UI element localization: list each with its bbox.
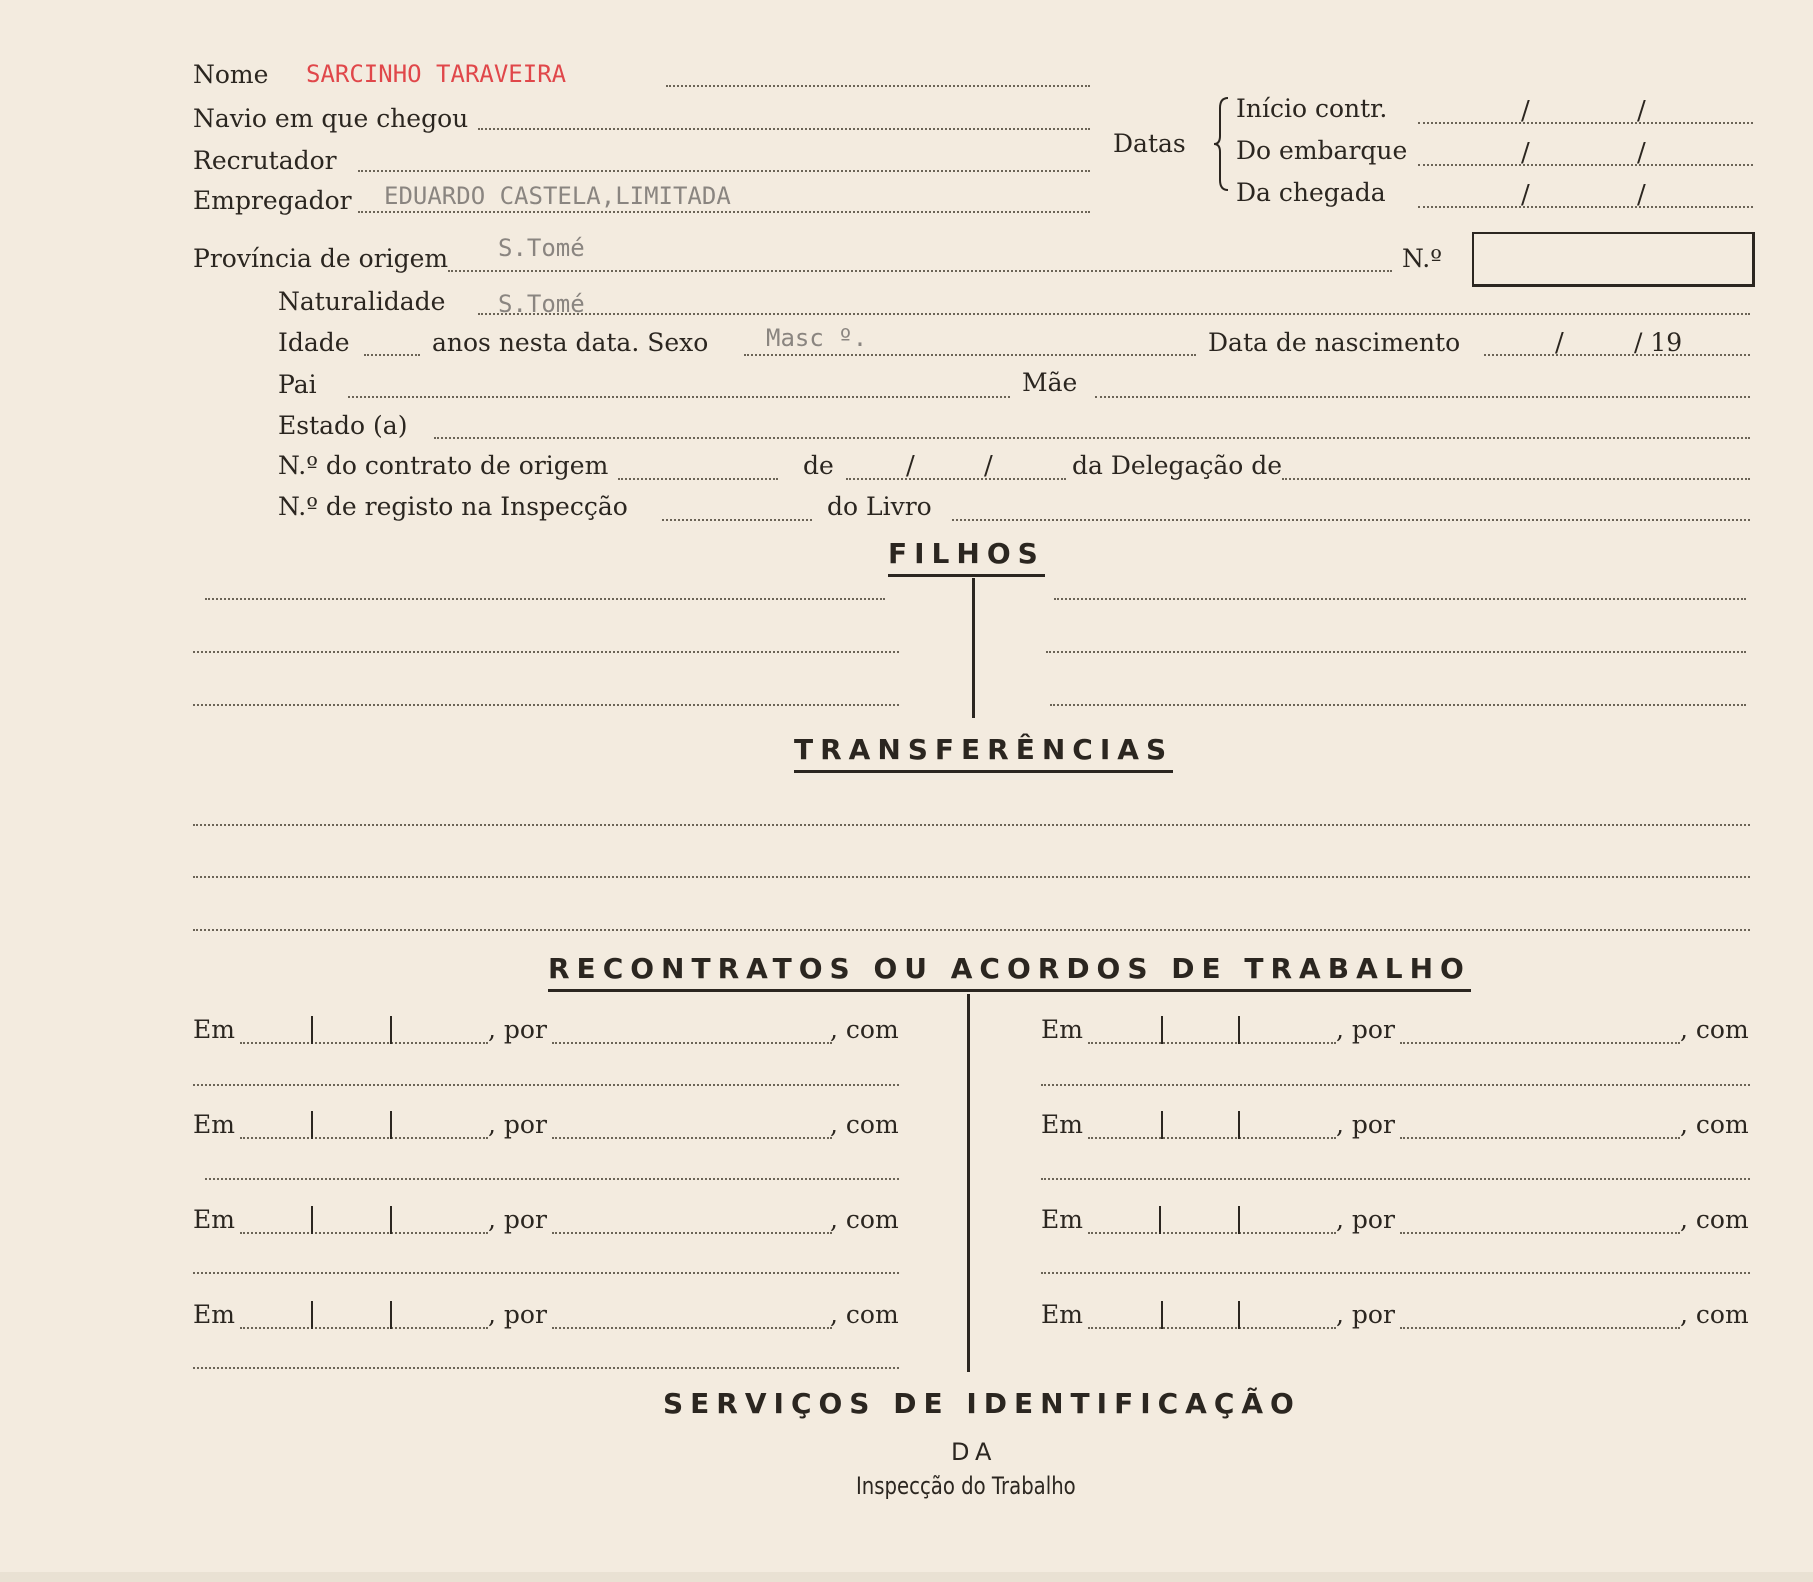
filhos-line-left-1 bbox=[205, 598, 885, 600]
recontrato-line-right-2 bbox=[1041, 1178, 1750, 1180]
empregador-line bbox=[358, 211, 1090, 213]
recontrato-line-right-3 bbox=[1041, 1272, 1750, 1274]
anos-sexo-label: anos nesta data. Sexo bbox=[432, 328, 709, 357]
inicio-label: Início contr. bbox=[1236, 94, 1388, 123]
nome-value: SARCINHO TARAVEIRA bbox=[306, 60, 567, 88]
contrato-line bbox=[618, 478, 778, 480]
por-label: , por bbox=[488, 1205, 547, 1234]
contrato-sep-1: / bbox=[906, 451, 915, 481]
por-label: , por bbox=[488, 1110, 547, 1139]
transferencias-heading: TRANSFERÊNCIAS bbox=[794, 736, 1173, 773]
estado-line bbox=[434, 437, 1750, 439]
registo-line bbox=[662, 519, 812, 521]
registo-label: N.º de registo na Inspecção bbox=[278, 492, 628, 521]
em-label: Em bbox=[1041, 1015, 1083, 1044]
embarque-sep-1: / bbox=[1521, 138, 1530, 168]
filhos-line-left-2 bbox=[193, 651, 899, 653]
de-label: de bbox=[803, 451, 834, 480]
date-separator bbox=[311, 1016, 313, 1044]
em-label: Em bbox=[193, 1300, 235, 1329]
date-separator bbox=[1161, 1301, 1163, 1329]
date-separator bbox=[390, 1111, 392, 1139]
date-separator bbox=[1238, 1301, 1240, 1329]
navio-line bbox=[478, 128, 1090, 130]
recontrato-line-left-2 bbox=[205, 1178, 899, 1180]
delegacao-line bbox=[1282, 478, 1750, 480]
numero-label: N.º bbox=[1402, 244, 1442, 273]
recontrato-line-left-3 bbox=[193, 1272, 899, 1274]
recrutador-label: Recrutador bbox=[193, 146, 337, 175]
transf-line-2 bbox=[193, 876, 1750, 878]
com-label: , com bbox=[830, 1015, 899, 1044]
transf-line-3 bbox=[193, 929, 1750, 931]
filhos-heading: FILHOS bbox=[888, 540, 1045, 577]
embarque-label: Do embarque bbox=[1236, 136, 1408, 165]
chegada-sep-2: / bbox=[1637, 180, 1646, 210]
nome-label: Nome bbox=[193, 60, 269, 89]
por-label: , por bbox=[1336, 1110, 1395, 1139]
livro-label: do Livro bbox=[827, 492, 932, 521]
em-date-line bbox=[1088, 1327, 1336, 1329]
inicio-sep-1: / bbox=[1521, 96, 1530, 126]
numero-box bbox=[1472, 232, 1755, 287]
sexo-line bbox=[744, 354, 1196, 356]
com-label: , com bbox=[1680, 1015, 1749, 1044]
por-label: , por bbox=[488, 1300, 547, 1329]
date-separator bbox=[1238, 1111, 1240, 1139]
sexo-value: Masc º. bbox=[766, 324, 868, 352]
inicio-line bbox=[1418, 122, 1753, 124]
contrato-date-line bbox=[846, 478, 1066, 480]
date-separator bbox=[311, 1111, 313, 1139]
filhos-line-right-1 bbox=[1054, 598, 1746, 600]
year-prefix: / 19 bbox=[1634, 328, 1683, 357]
em-label: Em bbox=[1041, 1110, 1083, 1139]
footer-subtitle: Inspecção do Trabalho bbox=[856, 1472, 1076, 1500]
pai-label: Pai bbox=[278, 370, 317, 399]
em-label: Em bbox=[193, 1205, 235, 1234]
filhos-line-left-3 bbox=[193, 704, 899, 706]
empregador-label: Empregador bbox=[193, 186, 352, 215]
por-line bbox=[552, 1137, 832, 1139]
com-label: , com bbox=[1680, 1205, 1749, 1234]
com-label: , com bbox=[830, 1300, 899, 1329]
em-label: Em bbox=[1041, 1205, 1083, 1234]
mae-line bbox=[1095, 396, 1750, 398]
date-separator bbox=[390, 1016, 392, 1044]
recrutador-line bbox=[358, 170, 1090, 172]
date-separator bbox=[390, 1206, 392, 1234]
em-date-line bbox=[1088, 1042, 1336, 1044]
nascimento-sep: / bbox=[1555, 328, 1564, 358]
naturalidade-value: S.Tomé bbox=[498, 290, 585, 318]
footer-da: DA bbox=[951, 1438, 998, 1466]
por-line bbox=[1400, 1327, 1680, 1329]
recontrato-line-right-1 bbox=[1041, 1084, 1750, 1086]
date-separator bbox=[1159, 1206, 1161, 1234]
provincia-label: Província de origem bbox=[193, 244, 449, 273]
date-separator bbox=[1238, 1016, 1240, 1044]
com-label: , com bbox=[830, 1205, 899, 1234]
date-separator bbox=[1238, 1206, 1240, 1234]
datas-label: Datas bbox=[1113, 129, 1186, 158]
date-separator bbox=[311, 1206, 313, 1234]
footer-title: SERVIÇOS DE IDENTIFICAÇÃO bbox=[663, 1387, 1301, 1420]
com-label: , com bbox=[1680, 1110, 1749, 1139]
por-line bbox=[552, 1232, 832, 1234]
nascimento-line bbox=[1484, 354, 1750, 356]
embarque-line bbox=[1418, 164, 1753, 166]
recontrato-line-left-4 bbox=[193, 1367, 899, 1369]
com-label: , com bbox=[1680, 1300, 1749, 1329]
nome-line bbox=[666, 85, 1090, 87]
transf-line-1 bbox=[193, 824, 1750, 826]
recontratos-heading: RECONTRATOS OU ACORDOS DE TRABALHO bbox=[548, 955, 1471, 992]
provincia-line bbox=[448, 270, 1392, 272]
por-label: , por bbox=[488, 1015, 547, 1044]
filhos-line-right-2 bbox=[1046, 651, 1746, 653]
naturalidade-label: Naturalidade bbox=[278, 287, 446, 316]
em-date-line bbox=[240, 1042, 488, 1044]
filhos-line-right-3 bbox=[1050, 704, 1746, 706]
por-line bbox=[1400, 1232, 1680, 1234]
em-label: Em bbox=[193, 1110, 235, 1139]
delegacao-label: da Delegação de bbox=[1072, 451, 1283, 480]
inicio-sep-2: / bbox=[1637, 96, 1646, 126]
chegada-line bbox=[1418, 206, 1753, 208]
por-label: , por bbox=[1336, 1205, 1395, 1234]
embarque-sep-2: / bbox=[1637, 138, 1646, 168]
contrato-sep-2: / bbox=[984, 451, 993, 481]
em-label: Em bbox=[193, 1015, 235, 1044]
recontratos-divider bbox=[967, 994, 970, 1372]
por-label: , por bbox=[1336, 1015, 1395, 1044]
chegada-sep-1: / bbox=[1521, 180, 1530, 210]
com-label: , com bbox=[830, 1110, 899, 1139]
filhos-divider bbox=[972, 578, 975, 718]
por-line bbox=[1400, 1137, 1680, 1139]
idade-line bbox=[364, 354, 420, 356]
por-line bbox=[552, 1327, 832, 1329]
por-line bbox=[552, 1042, 832, 1044]
nascimento-label: Data de nascimento bbox=[1208, 328, 1461, 357]
date-separator bbox=[311, 1301, 313, 1329]
naturalidade-line bbox=[478, 313, 1750, 315]
navio-label: Navio em que chegou bbox=[193, 104, 469, 133]
estado-label: Estado (a) bbox=[278, 411, 408, 440]
por-line bbox=[1400, 1042, 1680, 1044]
em-date-line bbox=[1088, 1232, 1336, 1234]
mae-label: Mãe bbox=[1022, 368, 1078, 397]
em-date-line bbox=[240, 1232, 488, 1234]
recontrato-line-left-1 bbox=[193, 1084, 899, 1086]
datas-brace bbox=[1210, 94, 1234, 194]
provincia-value: S.Tomé bbox=[498, 234, 585, 262]
empregador-value: EDUARDO CASTELA,LIMITADA bbox=[384, 182, 731, 210]
em-label: Em bbox=[1041, 1300, 1083, 1329]
chegada-label: Da chegada bbox=[1236, 178, 1386, 207]
livro-line bbox=[952, 519, 1750, 521]
idade-label: Idade bbox=[278, 328, 350, 357]
em-date-line bbox=[1088, 1137, 1336, 1139]
em-date-line bbox=[240, 1327, 488, 1329]
contrato-label: N.º do contrato de origem bbox=[278, 451, 609, 480]
em-date-line bbox=[240, 1137, 488, 1139]
date-separator bbox=[1161, 1111, 1163, 1139]
pai-line bbox=[348, 396, 1010, 398]
date-separator bbox=[1161, 1016, 1163, 1044]
date-separator bbox=[390, 1301, 392, 1329]
por-label: , por bbox=[1336, 1300, 1395, 1329]
